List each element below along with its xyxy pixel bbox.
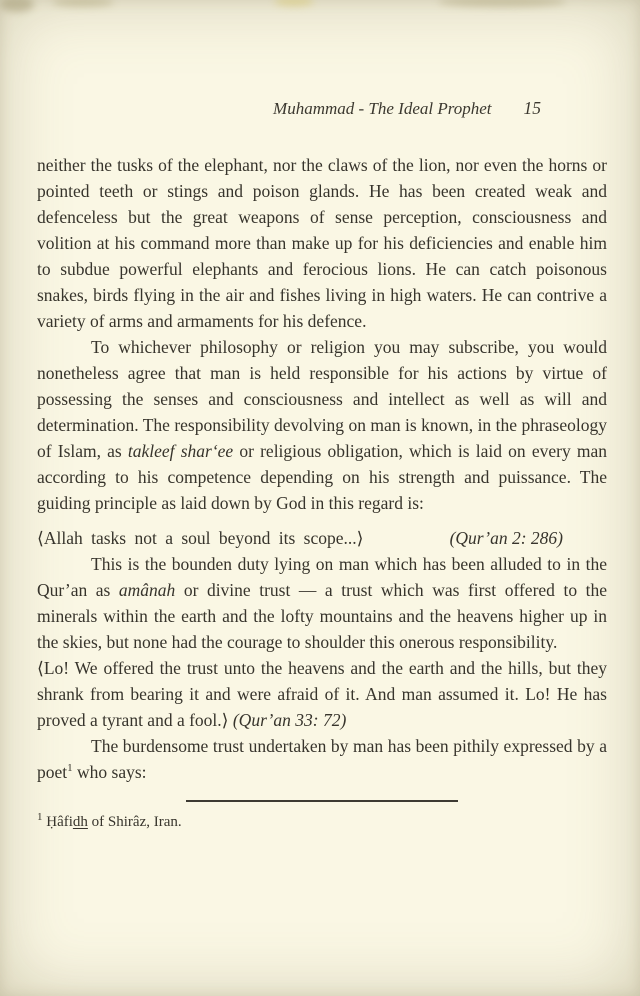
footnote-divider [186, 800, 458, 802]
paragraph-1: neither the tusks of the elephant, nor the claws of the lion, nor even the horns or pointed teeth or stings and poison glands. He has been created weak and defenceless but the great weapons of sense perception, consciousness and volition at his command more than make up for his deficiencies and enable him to subdue powerful elephants and ferocious lions. He can catch poisonous snakes, birds flying in the air and fishes living in high waters. He can contrive a variety of arms and armaments for his defence. [37, 155, 607, 331]
quran-quote-1 [37, 525, 607, 551]
quote-reference: (Qur’an 2: 286) [449, 528, 563, 548]
scan-artifact [0, 0, 34, 12]
footnote-text: Ḥâfidh of Shirâz, Iran. [46, 813, 182, 830]
scan-artifact [274, 0, 314, 6]
scan-artifact [438, 0, 566, 7]
running-header-title: Muhammad - The Ideal Prophet [273, 99, 492, 118]
running-header [37, 98, 607, 119]
page-body [37, 152, 607, 833]
paragraph-2: To whichever philosophy or religion you may subscribe, you would nonetheless agree that man is held responsible for his actions by virtue of possessing the senses and consciousness and intellect as well as will and determination. The responsibility devolving on man is known, in the phraseology of Islam, as takleef shar‘ee or religious obligation, which is laid on every man according to his competence depending on his strength and puissance. The guiding principle as laid down by God in this regard is: [37, 337, 607, 513]
page-number: 15 [523, 98, 541, 118]
footnote-marker: 1 [37, 810, 43, 823]
scan-artifact [52, 0, 114, 7]
footnote [37, 811, 607, 833]
paragraph-4: The burdensome trust undertaken by man has been pithily expressed by a poet$^1$ who says: [37, 736, 607, 782]
page-text-block [37, 98, 607, 833]
quote-text: ⟨Allah tasks not a soul beyond its scope...⟩ [37, 528, 364, 548]
quran-quote-2: ⟨Lo! We offered the trust unto the heavens and the earth and the hills, but they shrank from bearing it and were afraid of it. And man assumed it. Lo! He has proved a tyrant and a fool.⟩ (Qur’an 33: 72) [37, 658, 607, 730]
paragraph-3: This is the bounden duty lying on man which has been alluded to in the Qur’an as amânah or divine trust — a trust which was first offered to the minerals within the earth and the lofty mountains and the heavens higher up in the skies, but none had the courage to shoulder this onerous responsibility. [37, 554, 607, 652]
